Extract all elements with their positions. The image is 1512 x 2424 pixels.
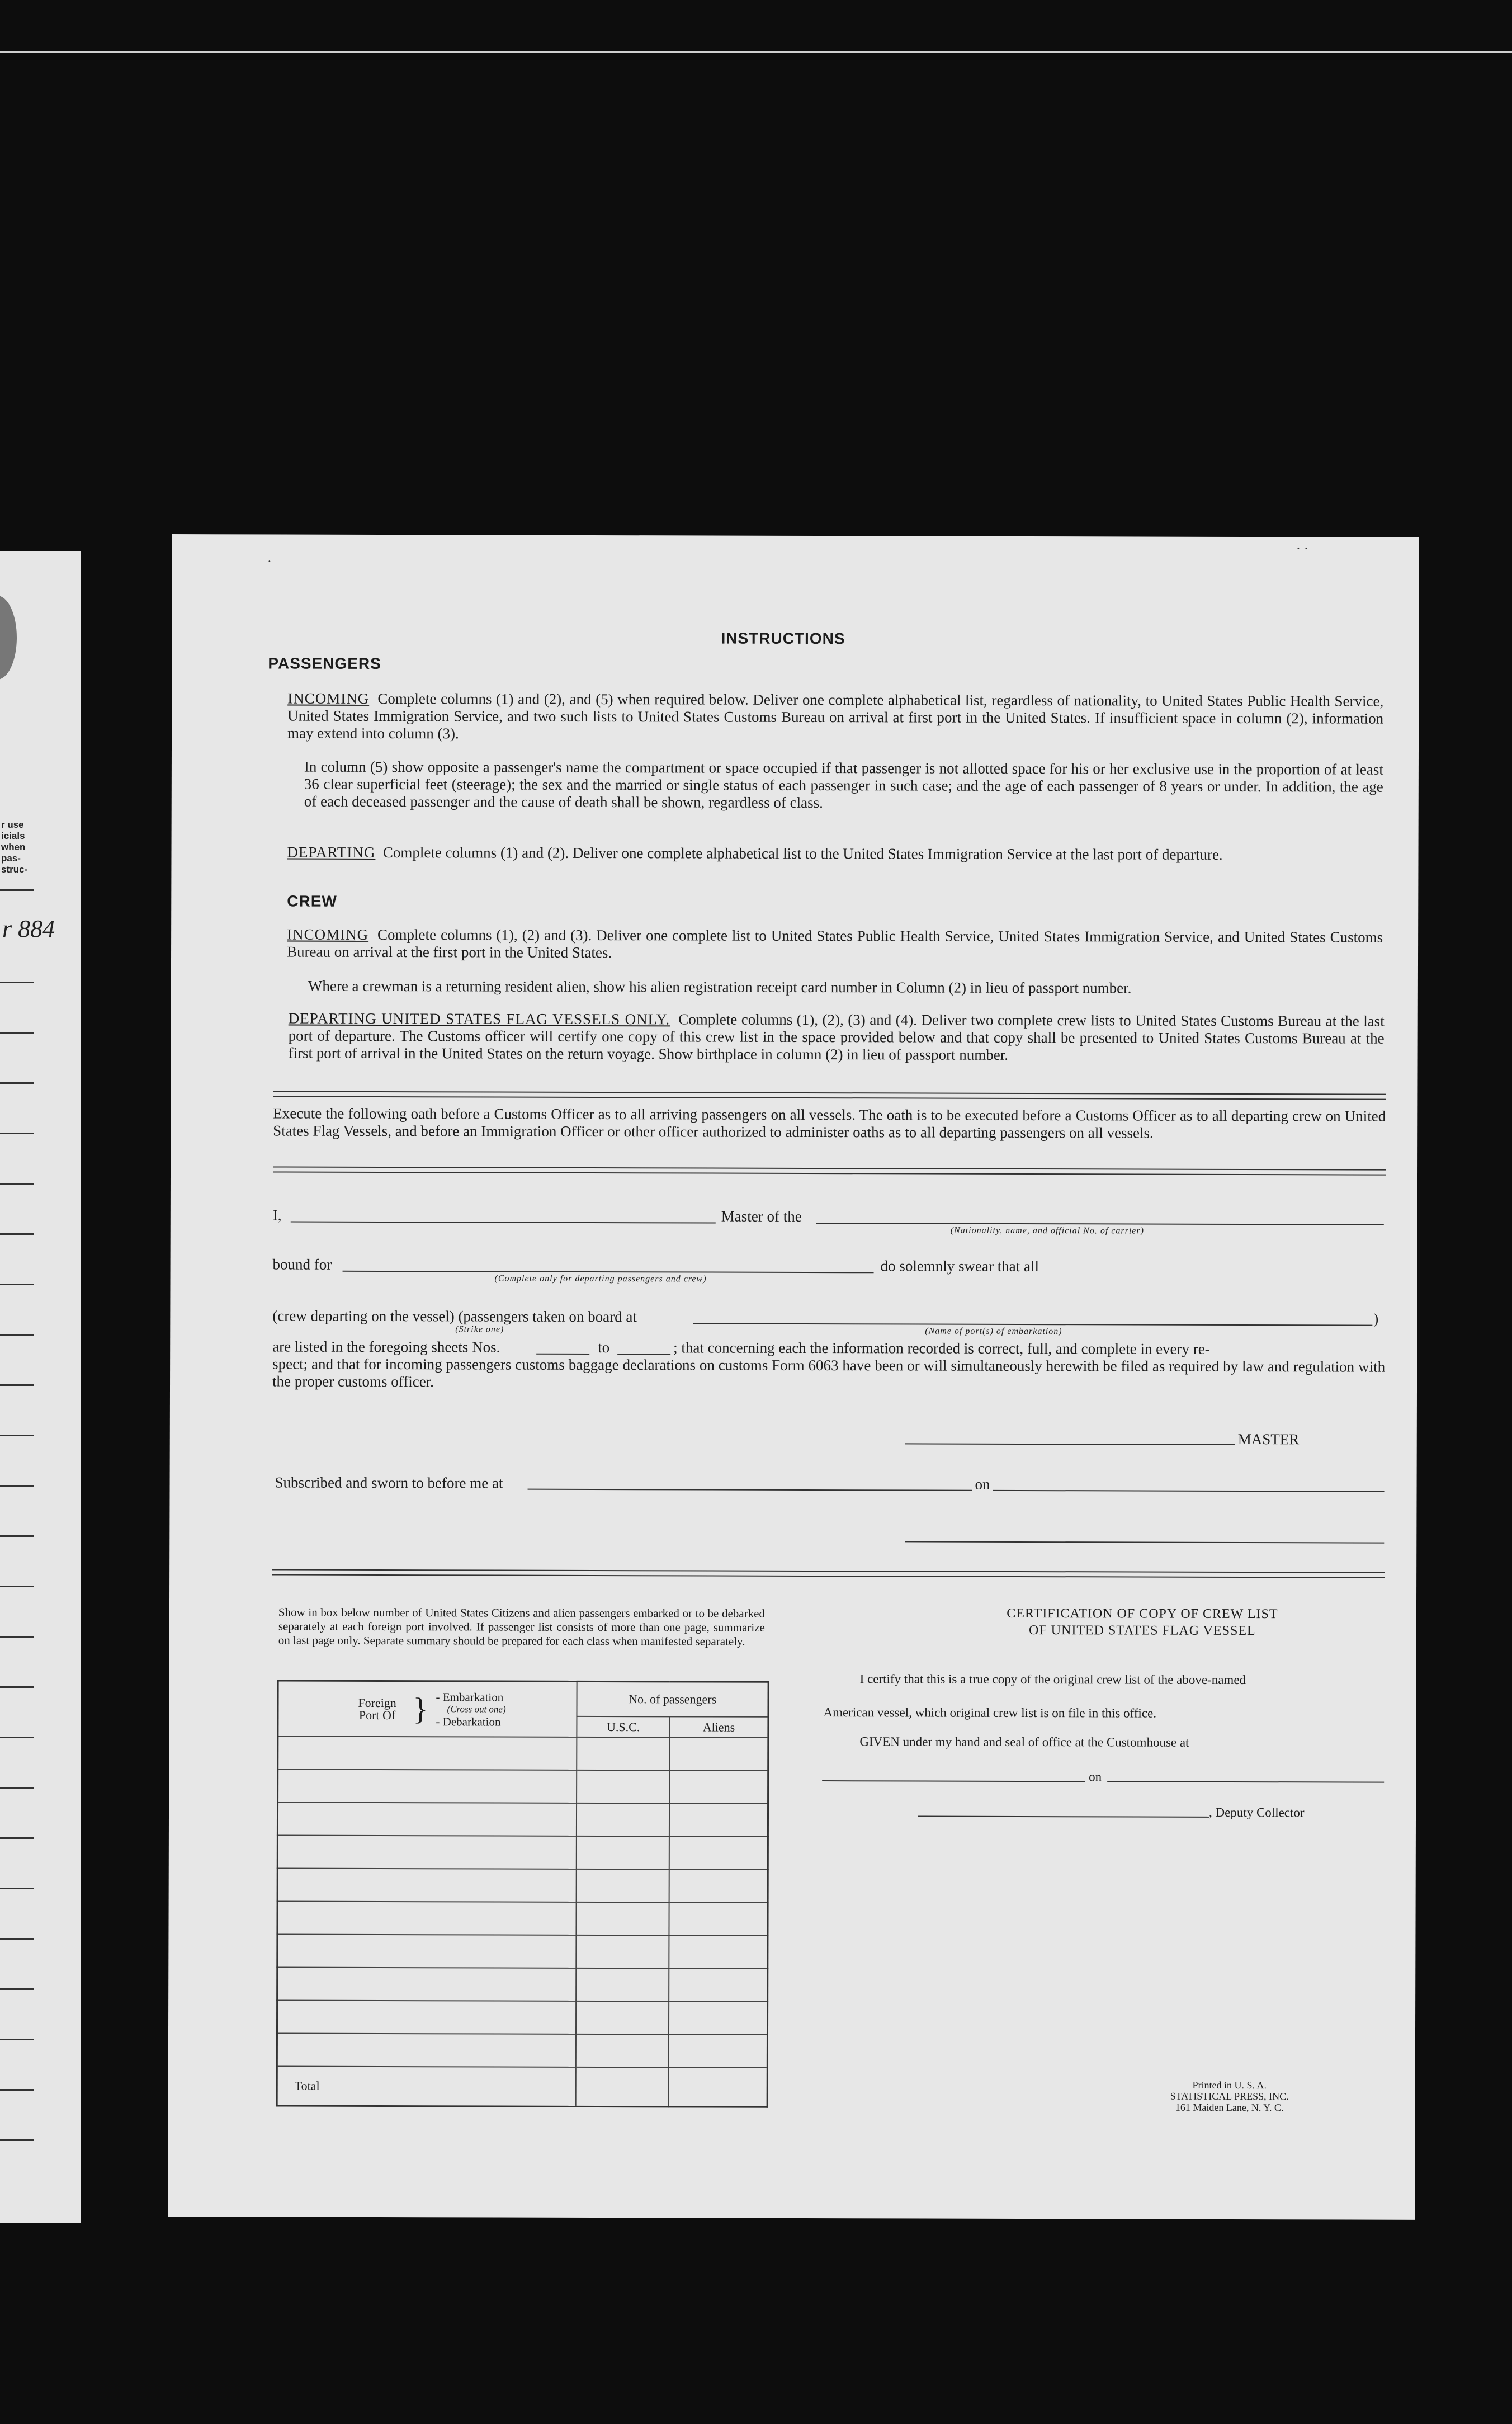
table-row	[277, 1935, 768, 1969]
usc-cell[interactable]	[577, 1935, 669, 1968]
seal-icon	[0, 596, 17, 680]
master-signature-field[interactable]	[905, 1443, 1235, 1445]
printed-line: 161 Maiden Lane, N. Y. C.	[1175, 2101, 1284, 2114]
fragment-text: when	[1, 842, 26, 852]
table-row	[277, 2034, 767, 2068]
usc-total-cell[interactable]	[576, 2067, 669, 2107]
aliens-cell[interactable]	[669, 1836, 768, 1869]
oath-intro: Execute the following oath before a Customs Officer as to all arriving passengers on all vessels. The oath is to be executed before a Customs Officer as to all departing crew on United States Flag Vessels, and before an Immigration Officer or other officer authorized to administer oaths as to all departing passengers on all vessels.	[273, 1105, 1386, 1142]
cert-date-field[interactable]	[1107, 1781, 1384, 1782]
sheets-label: are listed in the foregoing sheets Nos.	[272, 1338, 500, 1356]
usc-cell[interactable]	[577, 1869, 669, 1902]
instructions-title: INSTRUCTIONS	[721, 629, 845, 648]
aliens-cell[interactable]	[669, 1803, 768, 1836]
crew-departing-text: Complete columns (1), (2), (3) and (4). Deliver two complete crew lists to United States Customs Bureau at the last port of departure. The Customs officer will certify one copy of this crew list in the space provided below and that copy shall be presented to United States Customs Bureau at the first port of arrival in the United States on the return voyage. Show birthplace in column (2) in lieu of passport number.	[288, 1011, 1385, 1063]
ports-note: (Name of port(s) of embarkation)	[925, 1326, 1062, 1337]
cert-title-line2: OF UNITED STATES FLAG VESSEL	[1028, 1623, 1256, 1639]
handwritten-number: r 884	[2, 915, 55, 942]
fragment-rule	[0, 1636, 34, 1638]
usc-cell[interactable]	[576, 1968, 669, 2001]
table-row	[277, 1836, 768, 1870]
fragment-rule	[0, 1082, 34, 1084]
fragment-rule	[0, 2039, 34, 2040]
fragment-rule	[0, 2089, 34, 2091]
embarkation-ports-field[interactable]	[693, 1323, 1372, 1326]
cert-text-3: GIVEN under my hand and seal of office at the Customhouse at	[859, 1734, 1189, 1749]
usc-cell[interactable]	[577, 1836, 669, 1869]
crew-passenger-choice: (crew departing on the vessel) (passengers taken on board at	[272, 1307, 637, 1326]
fragment-rule	[0, 1586, 34, 1587]
printed-line: STATISTICAL PRESS, INC.	[1170, 2090, 1289, 2102]
fragment-rule	[0, 1837, 34, 1839]
embarkation-label: - Embarkation	[436, 1690, 504, 1704]
bound-for-label: bound for	[272, 1256, 332, 1273]
passengers-column5-text: In column (5) show opposite a passenger's name the compartment or space occupied if that passenger is not allotted space for his or her exclusive use in the proportion of at least 36 clear superficial feet (steerage); the sex and the married or single status of each passenger in such case; and the age of each passenger of 8 years or under. In addition, the age of each deceased passenger and the cause of death shall be shown, regardless of class.	[304, 758, 1383, 812]
master-name-field[interactable]	[291, 1222, 716, 1224]
section-divider	[273, 1166, 1386, 1175]
no-of-passengers-header: No. of passengers	[577, 1681, 768, 1716]
passengers-departing-text: Complete columns (1) and (2). Deliver one complete alphabetical list to the United States Immigration Service at the last port of departure.	[382, 843, 1223, 863]
adjacent-page-fragment	[0, 551, 81, 2223]
passengers-departing-label: DEPARTING	[287, 843, 376, 861]
table-note: Show in box below number of United States Citizens and alien passengers embarked or to be debarked separately at each foreign port involved. If passenger list consists of more than one page, summarize on last page only. Separate summary should be prepared for each class when manifested separately.	[278, 1605, 765, 1648]
passengers-heading: PASSENGERS	[268, 654, 381, 672]
deputy-signature-field[interactable]	[918, 1816, 1209, 1818]
officer-signature-field[interactable]	[905, 1541, 1384, 1543]
master-label: MASTER	[1237, 1430, 1300, 1448]
on-label: on	[975, 1475, 990, 1493]
aliens-cell[interactable]	[669, 2001, 767, 2034]
printed-line: Printed in U. S. A.	[1192, 2079, 1267, 2091]
fragment-rule	[0, 1737, 34, 1738]
cert-title-line1: CERTIFICATION OF COPY OF CREW LIST	[1007, 1606, 1278, 1622]
cert-text-2: American vessel, which original crew list is on file in this office.	[823, 1705, 1157, 1720]
table-row	[277, 1869, 768, 1903]
sheet-from-field[interactable]	[536, 1354, 589, 1355]
aliens-cell[interactable]	[669, 1737, 768, 1770]
fragment-rule	[0, 1233, 34, 1235]
section-divider	[272, 1569, 1385, 1578]
cert-on-label: on	[1089, 1770, 1102, 1784]
table-row	[277, 1968, 768, 2002]
table-row	[277, 1902, 768, 1936]
port-cell[interactable]	[277, 2001, 576, 2034]
fragment-rule	[0, 982, 34, 983]
port-cell[interactable]	[277, 1935, 577, 1968]
crew-incoming-label: INCOMING	[287, 926, 369, 943]
port-cell[interactable]	[277, 1803, 577, 1836]
passengers-incoming-label: INCOMING	[287, 690, 370, 707]
table-row	[277, 1803, 768, 1837]
passengers-incoming-paragraph	[287, 690, 1383, 745]
strike-one-note: (Strike one)	[455, 1324, 504, 1334]
cross-out-note: (Cross out one)	[447, 1703, 506, 1715]
nationality-note: (Nationality, name, and official No. of carrier)	[950, 1225, 1144, 1236]
foreign-port-header	[278, 1681, 577, 1737]
foreign-port-label: Foreign Port Of	[358, 1695, 396, 1722]
fragment-rule	[0, 1435, 34, 1436]
fragment-rule	[0, 889, 34, 891]
passenger-summary-table	[276, 1680, 769, 2107]
total-label: Total	[277, 2066, 576, 2106]
aliens-header: Aliens	[670, 1716, 768, 1737]
crew-departing-paragraph	[289, 1010, 1385, 1065]
fragment-text: r use	[1, 819, 24, 830]
debarkation-label: - Debarkation	[436, 1714, 501, 1729]
crew-resident-text: Where a crewman is a returning resident alien, show his alien registration receipt card number in Column (2) in lieu of passport number.	[308, 977, 1132, 997]
crew-incoming-text: Complete columns (1), (2) and (3). Deliver one complete list to United States Public Health Service, United States Immigration Service, and United States Customs Bureau on arrival at the first port in the United States.	[287, 926, 1383, 961]
cert-text-1: I certify that this is a true copy of the original crew list of the above-named	[859, 1672, 1246, 1687]
fragment-rule	[0, 1535, 34, 1537]
usc-cell[interactable]	[576, 2034, 669, 2067]
oath-text-line1: ; that concerning each the information recorded is correct, full, and complete in every re-	[673, 1339, 1210, 1357]
scan-speck: ·	[267, 554, 272, 569]
fragment-rule	[0, 1334, 34, 1336]
fragment-rule	[0, 1032, 34, 1034]
bound-for-note: (Complete only for departing passengers and crew)	[494, 1274, 707, 1284]
aliens-cell[interactable]	[669, 1869, 768, 1902]
fragment-rule	[0, 2139, 34, 2141]
usc-cell[interactable]	[576, 2001, 669, 2034]
table-total-row	[277, 2066, 767, 2107]
port-cell[interactable]	[277, 1869, 577, 1902]
deputy-collector-label: , Deputy Collector	[1208, 1805, 1305, 1820]
usc-cell[interactable]	[577, 1737, 669, 1770]
fragment-rule	[0, 1787, 34, 1789]
usc-cell[interactable]	[577, 1803, 669, 1836]
table-row	[277, 2001, 767, 2035]
usc-cell[interactable]	[577, 1770, 669, 1803]
subscribed-label: Subscribed and sworn to before me at	[275, 1474, 503, 1492]
aliens-cell[interactable]	[669, 2034, 767, 2067]
subscribed-place-field[interactable]	[528, 1489, 972, 1491]
aliens-cell[interactable]	[669, 1968, 767, 2001]
table-row	[278, 1770, 768, 1804]
film-edge-line	[0, 51, 1512, 53]
port-cell[interactable]	[277, 1968, 577, 2001]
port-cell[interactable]	[277, 1836, 577, 1869]
subscribed-date-field[interactable]	[993, 1490, 1385, 1492]
table-row	[278, 1737, 768, 1771]
brace-icon: }	[413, 1691, 428, 1727]
oath-i-label: I,	[272, 1206, 282, 1224]
port-cell[interactable]	[277, 1902, 577, 1935]
customhouse-field[interactable]	[822, 1780, 1085, 1782]
crew-incoming-paragraph	[287, 926, 1383, 964]
fragment-rule	[0, 1686, 34, 1688]
usc-header: U.S.C.	[577, 1716, 670, 1737]
oath-text-continued: spect; and that for incoming passengers customs baggage declarations on customs Form 6063 have been or will simultaneously herewith be filed as required by law and regulation with the proper customs officer.	[272, 1355, 1386, 1390]
fragment-rule	[0, 1988, 34, 1990]
crew-heading: CREW	[287, 892, 337, 910]
master-of-label: Master of the	[721, 1208, 802, 1225]
fragment-rule	[0, 1485, 34, 1487]
aliens-total-cell[interactable]	[669, 2067, 768, 2107]
vessel-field[interactable]	[816, 1223, 1384, 1225]
fragment-rule	[0, 1938, 34, 1940]
usc-cell[interactable]	[577, 1902, 669, 1935]
scan-speck: · ·	[1296, 541, 1308, 557]
fragment-text: icials	[1, 831, 25, 841]
crew-departing-label: DEPARTING UNITED STATES FLAG VESSELS ONLY.	[288, 1010, 670, 1028]
fragment-rule	[0, 1133, 34, 1134]
port-cell[interactable]	[278, 1737, 577, 1770]
fragment-rule	[0, 1384, 34, 1386]
passengers-departing-paragraph	[287, 844, 1383, 864]
aliens-cell[interactable]	[669, 1935, 767, 1968]
port-cell[interactable]	[277, 2034, 576, 2067]
passengers-incoming-text: Complete columns (1) and (2), and (5) when required below. Deliver one complete alphabetical list, regardless of nationality, to United States Public Health Service, United States Immigration Service, and two such lists to United States Customs Bureau on arrival at first port in the United States. If insufficient space in column (2), information may extend into column (3).	[287, 690, 1384, 742]
aliens-cell[interactable]	[669, 1902, 768, 1935]
fragment-rule	[0, 1183, 34, 1185]
printer-imprint	[1146, 2079, 1313, 2114]
port-cell[interactable]	[278, 1770, 577, 1803]
fragment-text: pas-	[1, 853, 21, 864]
fragment-text: struc-	[1, 864, 28, 875]
fragment-rule	[0, 1284, 34, 1285]
sheet-to-field[interactable]	[617, 1354, 670, 1355]
form-page	[168, 534, 1419, 2220]
close-paren: )	[1373, 1310, 1379, 1327]
aliens-cell[interactable]	[669, 1770, 768, 1803]
swear-label: do solemnly swear that all	[880, 1257, 1040, 1275]
fragment-rule	[0, 1888, 34, 1889]
destination-field[interactable]	[343, 1271, 874, 1273]
to-label: to	[598, 1338, 610, 1356]
section-divider	[273, 1091, 1386, 1100]
